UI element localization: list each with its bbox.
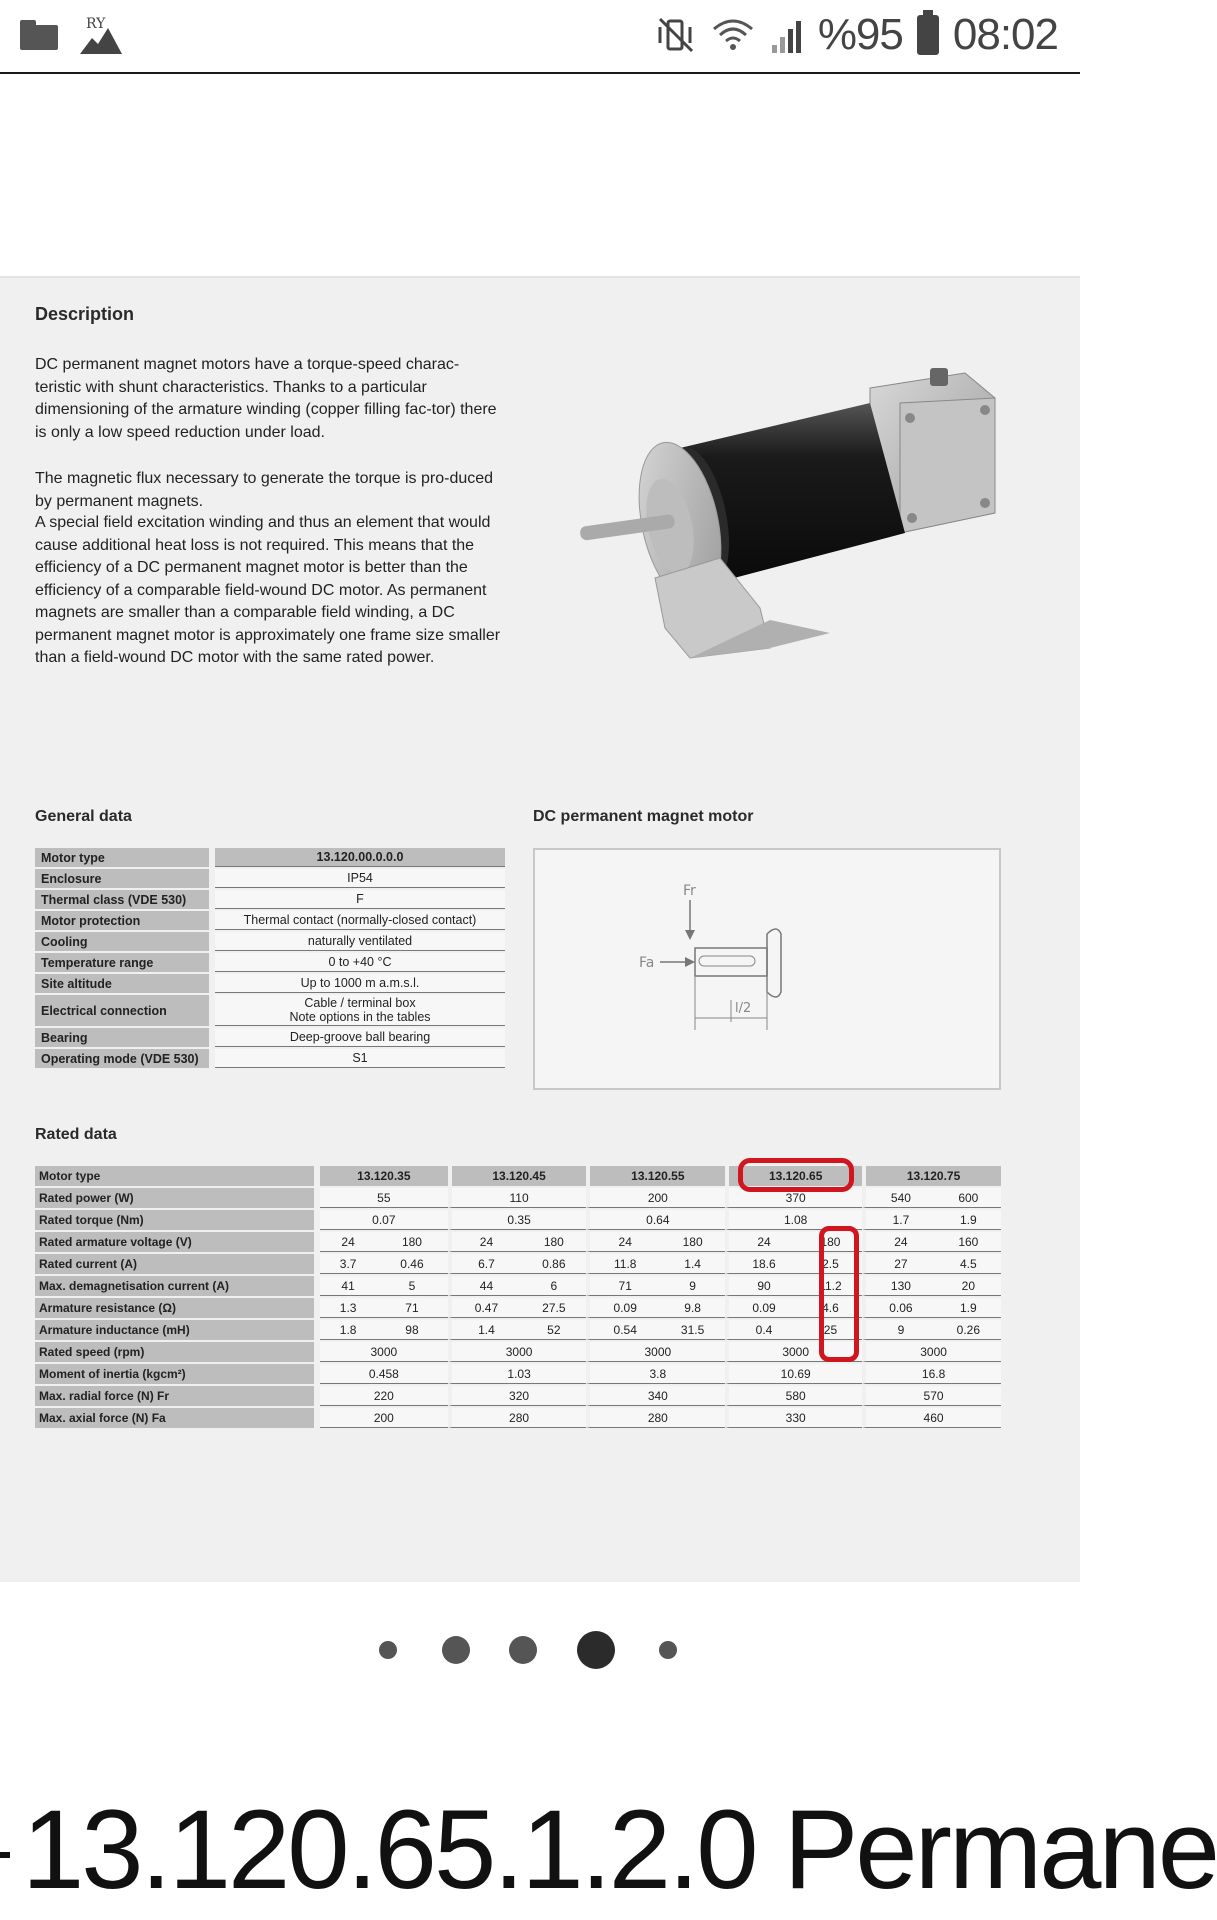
rated-data-cell: 27 [862,1254,936,1274]
rated-data-label: Rated current (A) [35,1254,320,1274]
svg-text:RY: RY [86,16,106,32]
rated-data-cell: 41 [320,1276,376,1296]
pager-dot[interactable] [442,1636,470,1664]
pager-dot[interactable] [509,1636,537,1664]
rated-data-cell: 330 [725,1408,862,1428]
rated-data-cell: 1.08 [725,1210,862,1230]
pager-dot[interactable] [659,1641,677,1659]
general-data-value [215,974,505,993]
rated-data-cell: 130 [862,1276,936,1296]
rated-data-cell: 200 [586,1188,725,1208]
rated-data-cell: 13.120.45 [448,1166,587,1186]
top-blank-area [0,76,1080,276]
general-data-value [215,953,505,972]
rated-data-cell: 20 [936,1276,1001,1296]
rated-data-label: Armature inductance (mH) [35,1320,320,1340]
folder-icon [20,20,58,50]
general-data-value [215,1049,505,1068]
rated-data-cell: 600 [936,1188,1001,1208]
status-bar-right [656,10,1058,60]
rated-data-cell: 180 [660,1232,725,1252]
rated-data-cell: 180 [799,1232,862,1252]
general-data-label: Thermal class (VDE 530) [35,890,215,909]
rated-data-cell: 580 [725,1386,862,1406]
rated-data-cell: 0.86 [521,1254,586,1274]
rated-data-cell: 200 [320,1408,448,1428]
general-data-value [215,911,505,930]
highlight-motor-type-13-120-65 [738,1158,854,1192]
rated-data-cell: 98 [376,1320,447,1340]
rated-data-cell: 4.5 [936,1254,1001,1274]
general-data-row [35,932,505,951]
rated-data-label: Armature resistance (Ω) [35,1298,320,1318]
rated-data-cell: 1.8 [320,1320,376,1340]
general-data-value-line: 0 to +40 °C [328,955,392,969]
rated-data-cell: 3000 [320,1342,448,1362]
rated-data-cell: 5 [376,1276,447,1296]
rated-data-cell: 11.8 [586,1254,660,1274]
rated-data-cell: 110 [448,1188,587,1208]
general-data-label: Site altitude [35,974,215,993]
rated-data-label: Rated power (W) [35,1188,320,1208]
rated-data-cell: 44 [448,1276,522,1296]
general-data-label: Cooling [35,932,215,951]
pager-dot[interactable] [379,1641,397,1659]
general-data-value [215,890,505,909]
general-data-row [35,953,505,972]
rated-data-cell: 0.35 [448,1210,587,1230]
general-data-row [35,1049,505,1068]
rated-data-cell: 460 [862,1408,1001,1428]
rated-data-cell: 9.8 [660,1298,725,1318]
rated-data-cell: 370 [725,1188,862,1208]
rated-data-cell: 3000 [862,1342,1001,1362]
rated-data-header-row [35,1166,1001,1186]
battery-icon [917,15,939,55]
general-data-row [35,974,505,993]
half-length-label: l/2 [735,1001,752,1016]
app-notification-icon [78,14,124,56]
rated-data-cell: 340 [586,1386,725,1406]
rated-data-cell: 13.120.75 [862,1166,1001,1186]
status-bar [0,0,1080,74]
rated-data-cell: 1.03 [448,1364,587,1384]
rated-data-row [35,1364,1001,1384]
rated-data-label: Motor type [35,1166,320,1186]
highlight-180v-column [819,1226,859,1362]
general-data-value-line: naturally ventilated [307,934,413,948]
general-data-value-line: Note options in the tables [289,1010,431,1024]
description-paragraph-1: DC permanent magnet motors have a torque-speed charac-teristic with shunt characteristics. Thanks to a particular dimensioning of the armature winding (copper filling fac-tor) there is only a low speed reduction under load. [35,356,497,441]
rated-data-cell: 0.47 [448,1298,522,1318]
rated-data-cell: 180 [376,1232,447,1252]
rated-data-cell: 90 [725,1276,799,1296]
general-data-value-line: F [356,892,364,906]
image-pager [0,1630,1080,1670]
rated-data-cell: 24 [586,1232,660,1252]
pager-dot-active[interactable] [577,1631,615,1669]
general-data-value [215,1028,505,1047]
rated-data-cell: 1.4 [448,1320,522,1340]
rated-data-cell: 9 [660,1276,725,1296]
diagram-heading: DC permanent magnet motor [533,808,754,825]
general-data-heading: General data [35,808,132,825]
rated-data-cell: 1.4 [660,1254,725,1274]
rated-data-label: Max. radial force (N) Fr [35,1386,320,1406]
general-data-row [35,911,505,930]
force-diagram [533,848,1001,1090]
rated-data-label: Rated speed (rpm) [35,1342,320,1362]
rated-data-cell: 220 [320,1386,448,1406]
rated-data-cell: 280 [448,1408,587,1428]
general-data-value [215,869,505,888]
rated-data-cell: 0.46 [376,1254,447,1274]
general-data-label: Temperature range [35,953,215,972]
vibrate-mute-icon [656,15,696,55]
rated-data-cell: 0.26 [936,1320,1001,1340]
battery-percentage: %95 [817,10,903,59]
rated-data-row [35,1210,1001,1230]
force-diagram-svg [535,850,1003,1092]
rated-data-cell: 280 [586,1408,725,1428]
general-data-row [35,1028,505,1047]
general-data-row [35,995,505,1026]
product-image[interactable] [0,276,1080,1582]
rated-data-cell: 27.5 [521,1298,586,1318]
rated-data-cell: 52 [521,1320,586,1340]
rated-data-cell: 6.7 [448,1254,522,1274]
general-data-value-line: S1 [352,1051,368,1065]
general-data-row [35,890,505,909]
wifi-icon [710,15,756,55]
fa-label: Fa [639,955,655,971]
rated-data-cell: 0.06 [862,1298,936,1318]
rated-data-row [35,1386,1001,1406]
general-data-label: Motor type [35,848,215,867]
general-data-label: Motor protection [35,911,215,930]
signal-icon [770,15,804,55]
general-data-row [35,848,505,867]
rated-data-cell: 3000 [586,1342,725,1362]
rated-data-cell: 24 [320,1232,376,1252]
rated-data-cell: 6 [521,1276,586,1296]
rated-data-label: Max. axial force (N) Fa [35,1408,320,1428]
rated-data-cell: 0.09 [725,1298,799,1318]
rated-data-cell: 10.69 [725,1364,862,1384]
rated-data-cell: 2.5 [799,1254,862,1274]
clock: 08:02 [952,10,1058,59]
rated-data-cell: 0.458 [320,1364,448,1384]
rated-data-row [35,1408,1001,1428]
rated-data-cell: 24 [448,1232,522,1252]
rated-data-cell: 0.07 [320,1210,448,1230]
rated-data-cell: 18.6 [725,1254,799,1274]
rated-data-cell: 16.8 [862,1364,1001,1384]
rated-data-cell: 0.09 [586,1298,660,1318]
shaft-outline [695,948,767,976]
rated-data-cell: 1.9 [936,1298,1001,1318]
rated-data-cell: 24 [862,1232,936,1252]
fr-label: Fr [683,883,696,899]
rated-data-label: Rated torque (Nm) [35,1210,320,1230]
rated-data-cell: 13.120.65 [725,1166,862,1186]
rated-data-cell: 160 [936,1232,1001,1252]
rated-data-cell: 4.6 [799,1298,862,1318]
general-data-label: Bearing [35,1028,215,1047]
rated-data-cell: 0.64 [586,1210,725,1230]
rated-data-cell: 320 [448,1386,587,1406]
general-data-value-line: Cable / terminal box [304,996,416,1010]
previous-title-edge [0,1852,10,1858]
general-data-label: Operating mode (VDE 530) [35,1049,215,1068]
general-data-table [35,846,505,1070]
description-paragraph-2: The magnetic flux necessary to generate the torque is pro-duced by permanent magnets. [35,470,494,510]
rated-data-label: Rated armature voltage (V) [35,1232,320,1252]
general-data-label: Electrical connection [35,995,215,1026]
rated-data-cell: 3000 [448,1342,587,1362]
general-data-label: Enclosure [35,869,215,888]
rated-data-cell: 1.7 [862,1210,936,1230]
listing-title: 13.120.65.1.2.0 Permane [22,1787,1217,1912]
description-paragraph-3: A special field excitation winding and thus an element that would cause additional heat loss is not required. This means that the efficiency of a DC permanent magnet motor is better than the efficiency of a comparable field-wound DC motor. As permanent magnets are smaller than a comparable field winding, a DC permanent magnet motor is approximately one frame size smaller than a field-wound DC motor with the same rated power. [35,514,501,666]
rated-data-heading: Rated data [35,1126,117,1143]
general-data-value [215,995,505,1026]
rated-data-cell: 9 [862,1320,936,1340]
rated-data-label: Max. demagnetisation current (A) [35,1276,320,1296]
rated-data-cell: 71 [376,1298,447,1318]
general-data-value-line: Thermal contact (normally-closed contact) [243,913,477,927]
rated-data-cell: 3.7 [320,1254,376,1274]
general-data-value-line: IP54 [347,871,373,885]
rated-data-cell: 13.120.55 [586,1166,725,1186]
rated-data-cell: 3000 [725,1342,862,1362]
rated-data-cell: 3.8 [586,1364,725,1384]
rated-data-cell: 0.54 [586,1320,660,1340]
general-data-value [215,848,505,867]
rated-data-cell: 71 [586,1276,660,1296]
rated-data-label: Moment of inertia (kgcm²) [35,1364,320,1384]
rated-data-cell: 570 [862,1386,1001,1406]
rated-data-cell: 0.4 [725,1320,799,1340]
description-heading: Description [35,304,135,324]
rated-data-cell: 55 [320,1188,448,1208]
rated-data-cell: 180 [521,1232,586,1252]
rated-data-cell: 25 [799,1320,862,1340]
rated-data-cell: 24 [725,1232,799,1252]
rated-data-cell: 1.3 [320,1298,376,1318]
rated-data-cell: 13.120.35 [320,1166,448,1186]
rated-data-cell: 1.9 [936,1210,1001,1230]
rated-data-row [35,1188,1001,1208]
motor-illustration [570,358,1010,658]
general-data-value [215,932,505,951]
rated-data-cell: 11.2 [799,1276,862,1296]
general-data-value-line: 13.120.00.0.0.0 [316,850,404,864]
general-data-value-line: Up to 1000 m a.m.s.l. [300,976,420,990]
status-bar-left [20,14,124,56]
rated-data-cell: 31.5 [660,1320,725,1340]
general-data-value-line: Deep-groove ball bearing [289,1030,431,1044]
rated-data-cell: 540 [862,1188,936,1208]
general-data-row [35,869,505,888]
